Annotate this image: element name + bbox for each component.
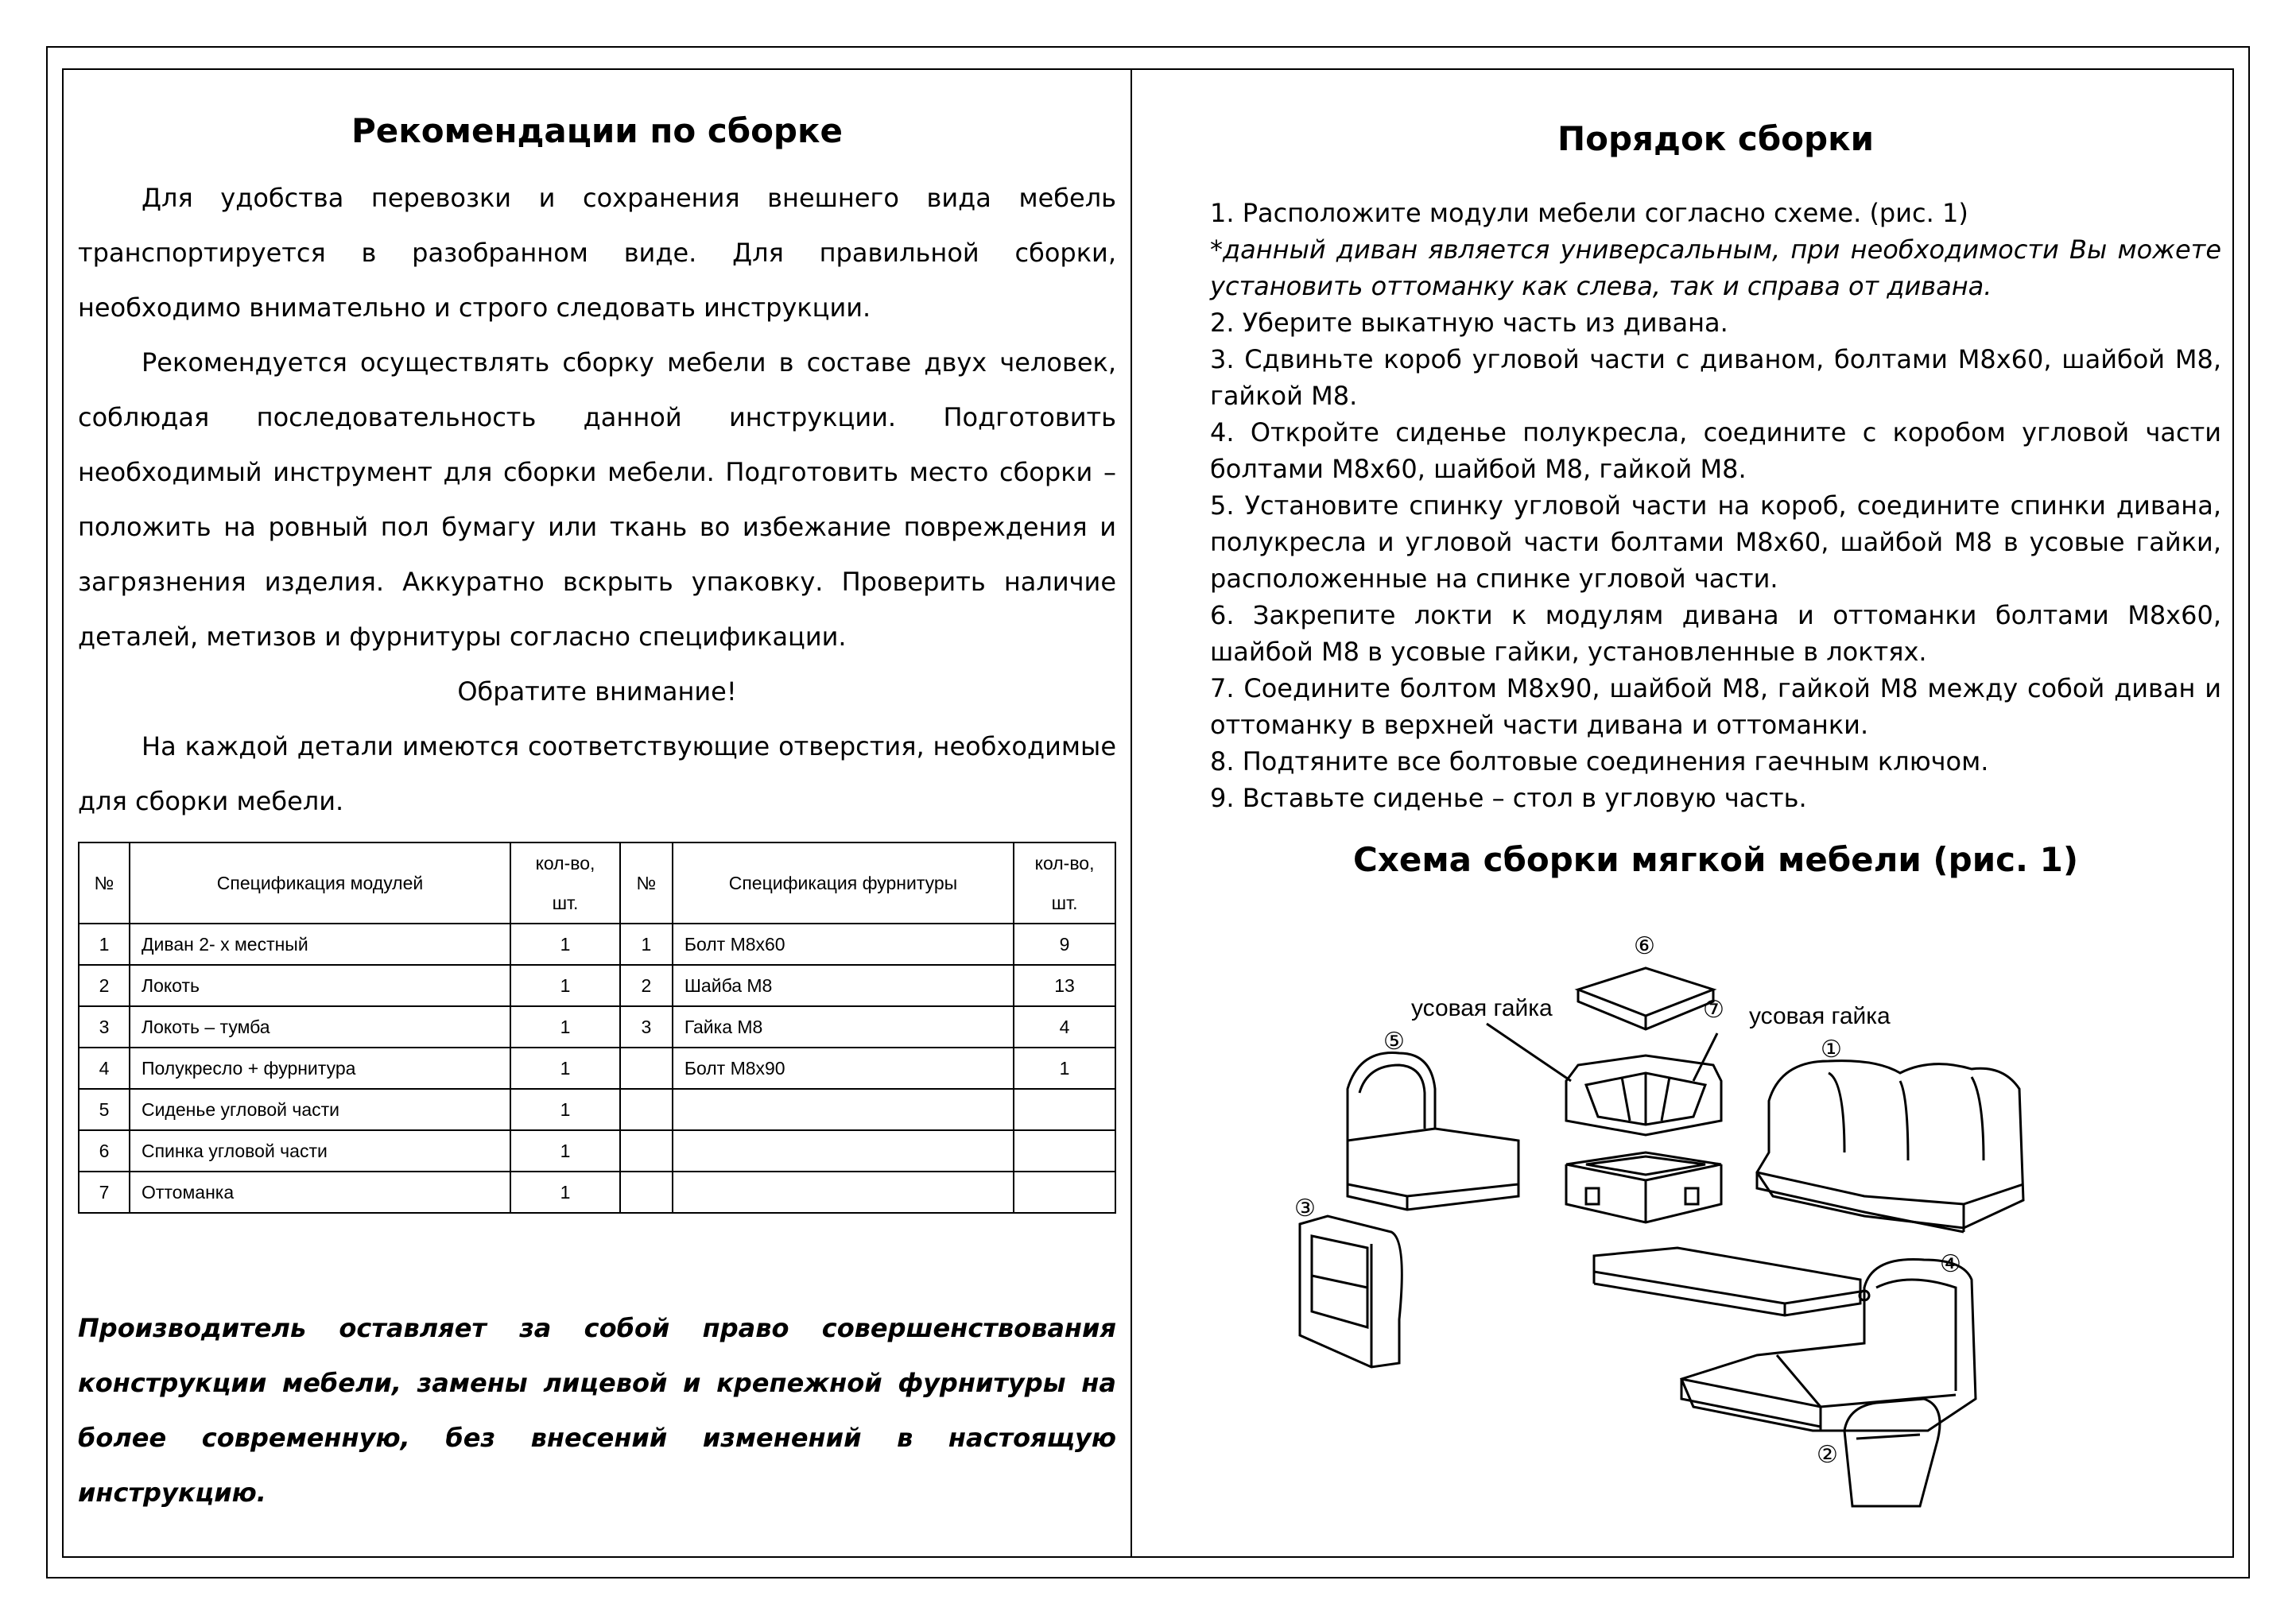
armrest-nightstand-part bbox=[1300, 1216, 1402, 1367]
num-4: ④ bbox=[1940, 1251, 1961, 1277]
table-cell: Гайка М8 bbox=[673, 1006, 1014, 1048]
table-cell bbox=[620, 1048, 673, 1089]
table-row bbox=[79, 1006, 1115, 1048]
table-cell: 1 bbox=[510, 924, 620, 965]
table-cell: 1 bbox=[620, 924, 673, 965]
num-6: ⑥ bbox=[1634, 933, 1655, 959]
corner-seat-table-part bbox=[1566, 1152, 1721, 1222]
pull-out-part bbox=[1594, 1248, 1869, 1315]
table-cell: Полукресло + фурнитура bbox=[130, 1048, 510, 1089]
table-cell: 1 bbox=[510, 965, 620, 1006]
table-cell: 7 bbox=[79, 1172, 130, 1213]
header-modules: Спецификация модулей bbox=[130, 842, 510, 924]
table-cell bbox=[620, 1130, 673, 1172]
table-row bbox=[79, 1130, 1115, 1172]
header-qty-modules: кол-во, шт. bbox=[510, 842, 620, 924]
page-divider bbox=[1131, 68, 1132, 1558]
table-cell: Спинка угловой части bbox=[130, 1130, 510, 1172]
table-row bbox=[79, 965, 1115, 1006]
step-item: 4. Откройте сиденье полукресла, соедините с коробом угловой части болтами М8х60, шайбой М8, гайкой М8. bbox=[1210, 417, 2221, 484]
half-chair-part bbox=[1348, 1053, 1518, 1210]
leader-line-right bbox=[1693, 1033, 1717, 1081]
attention-note: Обратите внимание! bbox=[457, 676, 737, 707]
table-row bbox=[79, 1048, 1115, 1089]
assembly-steps bbox=[1210, 195, 2221, 816]
table-cell: Сиденье угловой части bbox=[130, 1089, 510, 1130]
paragraph-holes: На каждой детали имеются соответствующие отверстия, необходимые для сборки мебели. bbox=[78, 731, 1116, 816]
step-item: 5. Установите спинку угловой части на короб, соедините спинки дивана, полукресла и угловой части болтами М8х60, шайбой М8 в усовые гайки, расположенные на спинке угловой части. bbox=[1210, 490, 2221, 594]
table-cell: 1 bbox=[1014, 1048, 1115, 1089]
table-cell: 1 bbox=[510, 1172, 620, 1213]
table-header-row bbox=[79, 842, 1115, 924]
diagram-title: Схема сборки мягкой мебели (рис. 1) bbox=[1352, 840, 2079, 879]
step-note: *данный диван является универсальным, при необходимости Вы можете установить оттоманку как слева, так и справа от дивана. bbox=[1210, 234, 2221, 301]
table-cell bbox=[673, 1089, 1014, 1130]
table-cell bbox=[620, 1172, 673, 1213]
table-cell bbox=[1014, 1172, 1115, 1213]
table-cell: Диван 2- х местный bbox=[130, 924, 510, 965]
table-cell: 4 bbox=[1014, 1006, 1115, 1048]
specification-table bbox=[78, 842, 1116, 1214]
table-cell bbox=[1014, 1089, 1115, 1130]
left-page bbox=[78, 95, 1116, 1520]
assembly-diagram bbox=[1272, 922, 2083, 1526]
step-item: 2. Уберите выкатную часть из дивана. bbox=[1210, 308, 1728, 338]
table-row bbox=[79, 1089, 1115, 1130]
table-cell bbox=[673, 1130, 1014, 1172]
table-cell: 3 bbox=[79, 1006, 130, 1048]
table-cell: 1 bbox=[510, 1130, 620, 1172]
table-cell: 2 bbox=[620, 965, 673, 1006]
num-3: ③ bbox=[1294, 1195, 1316, 1222]
table-cell: Локоть bbox=[130, 965, 510, 1006]
step-item: 9. Вставьте сиденье – стол в угловую часть. bbox=[1210, 783, 1807, 813]
table-cell: Локоть – тумба bbox=[130, 1006, 510, 1048]
table-cell: 4 bbox=[79, 1048, 130, 1089]
table-cell: 5 bbox=[79, 1089, 130, 1130]
table-cell: 3 bbox=[620, 1006, 673, 1048]
header-qty-fittings: кол-во, шт. bbox=[1014, 842, 1115, 924]
table-row bbox=[79, 1172, 1115, 1213]
table-cell bbox=[673, 1172, 1014, 1213]
step-item: 1. Расположите модули мебели согласно схеме. (рис. 1) bbox=[1210, 198, 1968, 228]
table-cell: Болт М8х90 bbox=[673, 1048, 1014, 1089]
table-cell: 1 bbox=[510, 1089, 620, 1130]
table-cell: Оттоманка bbox=[130, 1172, 510, 1213]
leader-line-left bbox=[1487, 1024, 1571, 1081]
table-cell: Шайба М8 bbox=[673, 965, 1014, 1006]
num-2: ② bbox=[1817, 1442, 1838, 1468]
table-row bbox=[79, 924, 1115, 965]
step-item: 3. Сдвиньте короб угловой части с диваном, болтами М8х60, шайбой М8, гайкой М8. bbox=[1210, 344, 2221, 411]
num-7: ⑦ bbox=[1703, 997, 1724, 1023]
table-cell: Болт М8х60 bbox=[673, 924, 1014, 965]
paragraph-transport: Для удобства перевозки и сохранения внешнего вида мебель транспортируется в разобранном виде. Для правильной сборки, необходимо внимательно и строго следовать инструкции. bbox=[78, 183, 1116, 323]
corner-back-part bbox=[1578, 968, 1713, 1029]
header-fittings: Спецификация фурнитуры bbox=[673, 842, 1014, 924]
paragraph-recommendation: Рекомендуется осуществлять сборку мебели в составе двух человек, соблюдая последовательность данной инструкции. Подготовить необходимый инструмент для сборки мебели. Подготовить место сборки – положить на ровный пол бумагу или ткань во избежание повреждения и загрязнения изделия. Аккуратно вскрыть упаковку. Проверить наличие деталей, метизов и фурнитуры согласно спецификации. bbox=[78, 347, 1116, 652]
disclaimer: Производитель оставляет за собой право совершенствования конструкции мебели, замены лицевой и крепежной фурнитуры на более современную, без внесений изменений в настоящую инструкцию. bbox=[78, 1313, 1116, 1508]
right-title: Порядок сборки bbox=[1557, 119, 1874, 158]
table-cell: 1 bbox=[510, 1006, 620, 1048]
label-nut-left: усовая гайка bbox=[1411, 995, 1553, 1021]
num-1: ① bbox=[1821, 1036, 1842, 1063]
num-5: ⑤ bbox=[1383, 1028, 1405, 1055]
table-cell: 6 bbox=[79, 1130, 130, 1172]
right-page bbox=[1210, 95, 2221, 879]
ottoman-part bbox=[1681, 1259, 1976, 1431]
header-num-modules: № bbox=[79, 842, 130, 924]
step-item: 7. Соедините болтом М8х90, шайбой М8, гайкой М8 между собой диван и оттоманку в верхней части дивана и оттоманки. bbox=[1210, 673, 2221, 740]
table-cell: 9 bbox=[1014, 924, 1115, 965]
corner-box-part bbox=[1566, 1056, 1721, 1135]
table-cell bbox=[1014, 1130, 1115, 1172]
step-item: 8. Подтяните все болтовые соединения гаечным ключом. bbox=[1210, 746, 1989, 777]
label-nut-right: усовая гайка bbox=[1749, 1003, 1891, 1029]
left-title: Рекомендации по сборке bbox=[351, 111, 843, 150]
table-cell: 2 bbox=[79, 965, 130, 1006]
table-cell: 13 bbox=[1014, 965, 1115, 1006]
sofa-part bbox=[1757, 1061, 2023, 1232]
table-cell: 1 bbox=[79, 924, 130, 965]
table-cell: 1 bbox=[510, 1048, 620, 1089]
table-cell bbox=[620, 1089, 673, 1130]
step-item: 6. Закрепите локти к модулям дивана и оттоманки болтами М8х60, шайбой М8 в усовые гайки, установленные в локтях. bbox=[1210, 600, 2221, 667]
header-num-fittings: № bbox=[620, 842, 673, 924]
armrest-part bbox=[1844, 1399, 1940, 1506]
